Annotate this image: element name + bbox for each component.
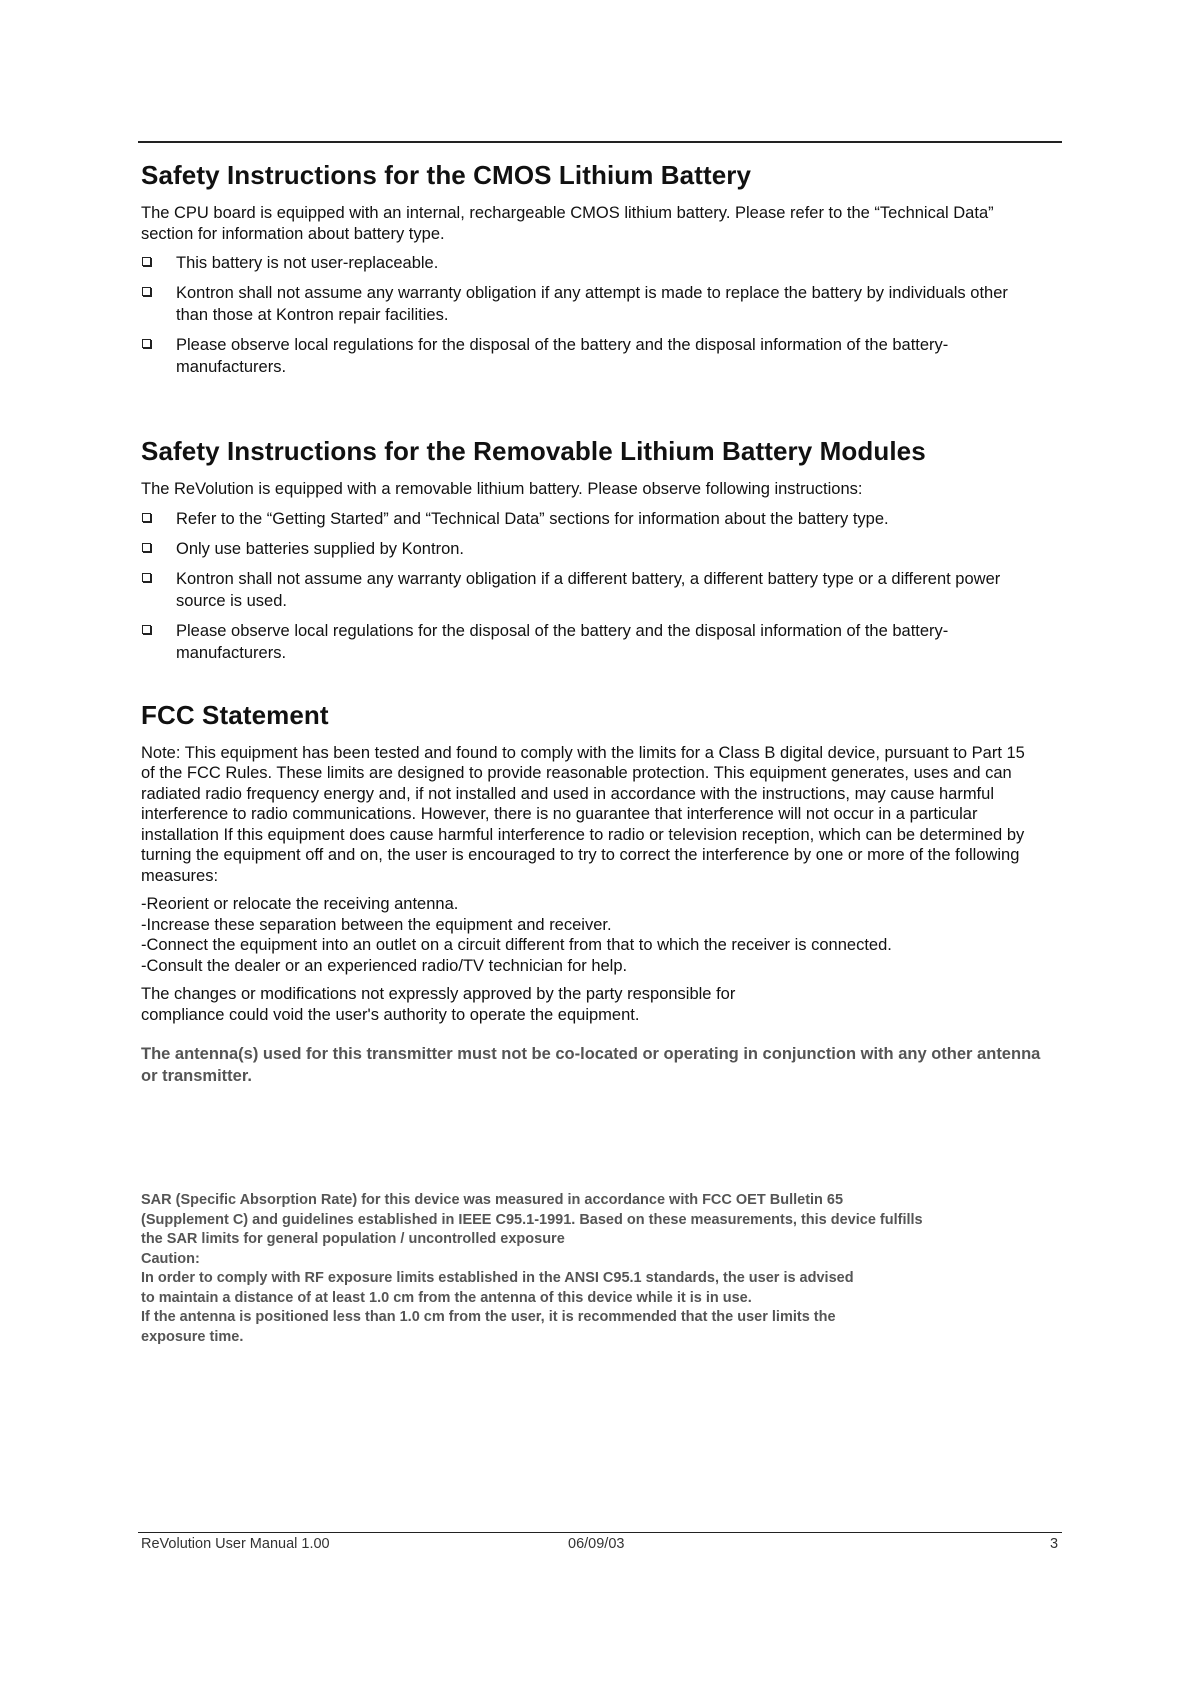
cmos-battery-section <box>141 160 1041 378</box>
sar-line: the SAR limits for general population / uncontrolled exposure <box>141 1231 565 1247</box>
sar-line: If the antenna is positioned less than 1.0 cm from the user, it is recommended that the user limits the <box>141 1309 836 1325</box>
section-intro: The ReVolution is equipped with a removable lithium battery. Please observe following instructions: <box>141 480 863 498</box>
list-item: Only use batteries supplied by Kontron. <box>141 538 1041 560</box>
fcc-note: Note: This equipment has been tested and found to comply with the limits for a Class B digital device, pursuant to Part 15 of the FCC Rules. These limits are designed to provide reasonable protection. This equipment generates, uses and can radiated radio frequency energy and, if not installed and used in accordance with the instructions, may cause harmful interference to radio communications. However, there is no guarantee that interference will not occur in a particular installation If this equipment does cause harmful interference to radio or television reception, which can be determined by turning the equipment off and on, the user is encouraged to try to correct the interference by one or more of the following measures: <box>141 743 1025 885</box>
list-item: This battery is not user-replaceable. <box>141 252 1041 274</box>
sar-line: Caution: <box>141 1250 200 1267</box>
checkbox-bullet-icon <box>142 257 151 266</box>
list-item: Please observe local regulations for the disposal of the battery and the disposal information of the battery-manufacturers. <box>141 620 1041 664</box>
list-item: Kontron shall not assume any warranty obligation if any attempt is made to replace the battery by individuals other than those at Kontron repair facilities. <box>141 282 1041 326</box>
footer-document-title: ReVolution User Manual 1.00 <box>141 1536 330 1552</box>
checkbox-bullet-icon <box>142 513 151 522</box>
fcc-statement-section <box>141 700 1041 1348</box>
checkbox-bullet-icon <box>142 543 151 552</box>
removable-battery-section <box>141 436 1041 664</box>
footer-rule <box>138 1532 1062 1533</box>
fcc-measures <box>141 894 1041 976</box>
section-title: Safety Instructions for the CMOS Lithium Battery <box>141 160 752 190</box>
measure-line: -Consult the dealer or an experienced radio/TV technician for help. <box>141 956 628 975</box>
footer-date: 06/09/03 <box>568 1536 625 1552</box>
list-item: Refer to the “Getting Started” and “Technical Data” sections for information about the battery type. <box>141 508 1041 530</box>
footer-page-number: 3 <box>1050 1536 1059 1552</box>
fcc-changes: The changes or modifications not expressly approved by the party responsible for compliance could void the user's authority to operate the equipment. <box>141 985 736 1024</box>
sar-notice <box>141 1191 1041 1347</box>
page-content <box>141 160 1041 1347</box>
bullet-list <box>141 508 1041 664</box>
checkbox-bullet-icon <box>142 339 151 348</box>
sar-line: exposure time. <box>141 1328 244 1345</box>
section-title: FCC Statement <box>141 699 329 730</box>
checkbox-bullet-icon <box>142 573 151 582</box>
sar-line: (Supplement C) and guidelines established in IEEE C95.1-1991. Based on these measurements, this device fulfills <box>141 1211 923 1228</box>
sar-line: SAR (Specific Absorption Rate) for this device was measured in accordance with FCC OET Bulletin 65 <box>141 1192 844 1208</box>
sar-line: to maintain a distance of at least 1.0 cm from the antenna of this device while it is in use. <box>141 1289 752 1306</box>
measure-line: -Increase these separation between the equipment and receiver. <box>141 915 612 934</box>
antenna-notice: The antenna(s) used for this transmitter must not be co-located or operating in conjunction with any other antenna or transmitter. <box>141 1045 1041 1085</box>
measure-line: -Reorient or relocate the receiving antenna. <box>141 895 459 913</box>
checkbox-bullet-icon <box>142 625 151 634</box>
list-item: Please observe local regulations for the disposal of the battery and the disposal information of the battery-manufacturers. <box>141 334 1041 378</box>
section-title: Safety Instructions for the Removable Lithium Battery Modules <box>141 436 926 466</box>
header-rule <box>138 141 1062 143</box>
bullet-list <box>141 252 1041 378</box>
sar-line: In order to comply with RF exposure limits established in the ANSI C95.1 standards, the user is advised <box>141 1270 854 1286</box>
list-item: Kontron shall not assume any warranty obligation if a different battery, a different battery type or a different power source is used. <box>141 568 1041 612</box>
checkbox-bullet-icon <box>142 287 151 296</box>
section-intro: The CPU board is equipped with an internal, rechargeable CMOS lithium battery. Please refer to the “Technical Data” section for information about battery type. <box>141 204 994 243</box>
measure-line: -Connect the equipment into an outlet on a circuit different from that to which the receiver is connected. <box>141 936 892 954</box>
